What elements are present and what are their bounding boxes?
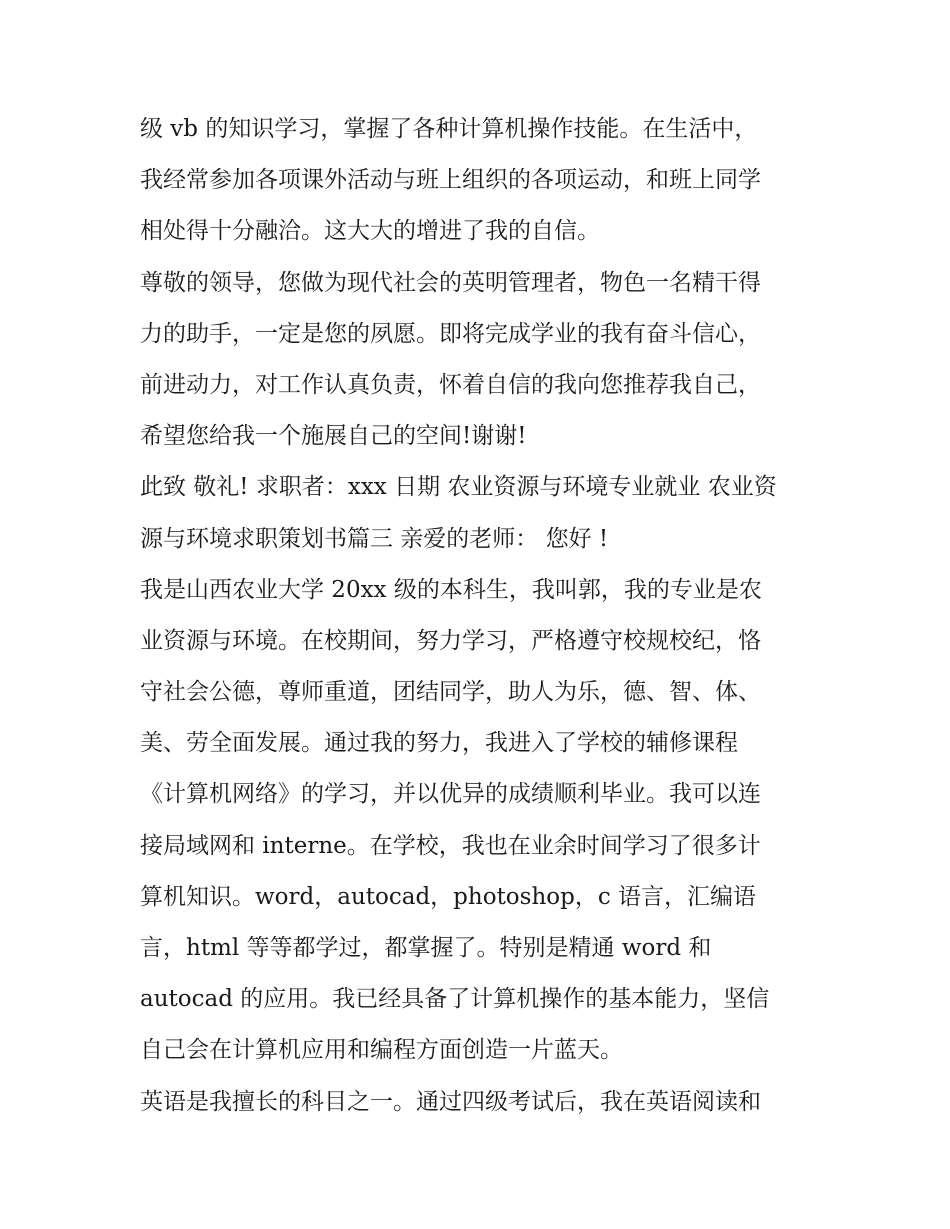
text-line: 接局域网和 interne。在学校，我也在业余时间学习了很多计 <box>140 832 761 859</box>
text-line: 我经常参加各项课外活动与班上组织的各项运动，和班上同学 <box>140 167 761 194</box>
text-line: 相处得十分融洽。这大大的增进了我的自信。 <box>140 218 600 245</box>
text-line: 力的助手，一定是您的夙愿。即将完成学业的我有奋斗信心， <box>140 320 761 347</box>
text-line: 前进动力，对工作认真负责，怀着自信的我向您推荐我自己， <box>140 371 761 398</box>
text-line: 言，html 等等都学过，都掌握了。特别是精通 word 和 <box>140 935 712 961</box>
text-line: autocad 的应用。我已经具备了计算机操作的基本能力，坚信 <box>140 986 770 1013</box>
text-line: 守社会公德，尊师重道，团结同学，助人为乐，德、智、体、 <box>140 679 761 706</box>
text-line: 英语是我擅长的科目之一。通过四级考试后，我在英语阅读和 <box>140 1088 761 1115</box>
text-line: 业资源与环境。在校期间，努力学习，严格遵守校规校纪，恪 <box>140 627 761 654</box>
text-line: 此致 敬礼! 求职者：xxx 日期 农业资源与环境专业就业 农业资 <box>140 474 777 501</box>
text-line: 美、劳全面发展。通过我的努力，我进入了学校的辅修课程 <box>140 730 738 757</box>
text-line: 算机知识。word，autocad，photoshop，c 语言，汇编语 <box>140 883 757 910</box>
document-body <box>140 104 820 1128</box>
text-line: 源与环境求职策划书篇三 亲爱的老师： 您好 ! <box>140 525 609 552</box>
text-line: 尊敬的领导，您做为现代社会的英明管理者，物色一名精干得 <box>140 269 761 296</box>
text-line: 自己会在计算机应用和编程方面创造一片蓝天。 <box>140 1037 623 1064</box>
text-line: 级 vb 的知识学习，掌握了各种计算机操作技能。在生活中， <box>140 116 758 142</box>
text-line: 《计算机网络》的学习，并以优异的成绩顺利毕业。我可以连 <box>140 781 761 808</box>
text-line: 希望您给我一个施展自己的空间!谢谢! <box>140 423 527 450</box>
text-line: 我是山西农业大学 20xx 级的本科生，我叫郭，我的专业是农 <box>140 576 762 603</box>
